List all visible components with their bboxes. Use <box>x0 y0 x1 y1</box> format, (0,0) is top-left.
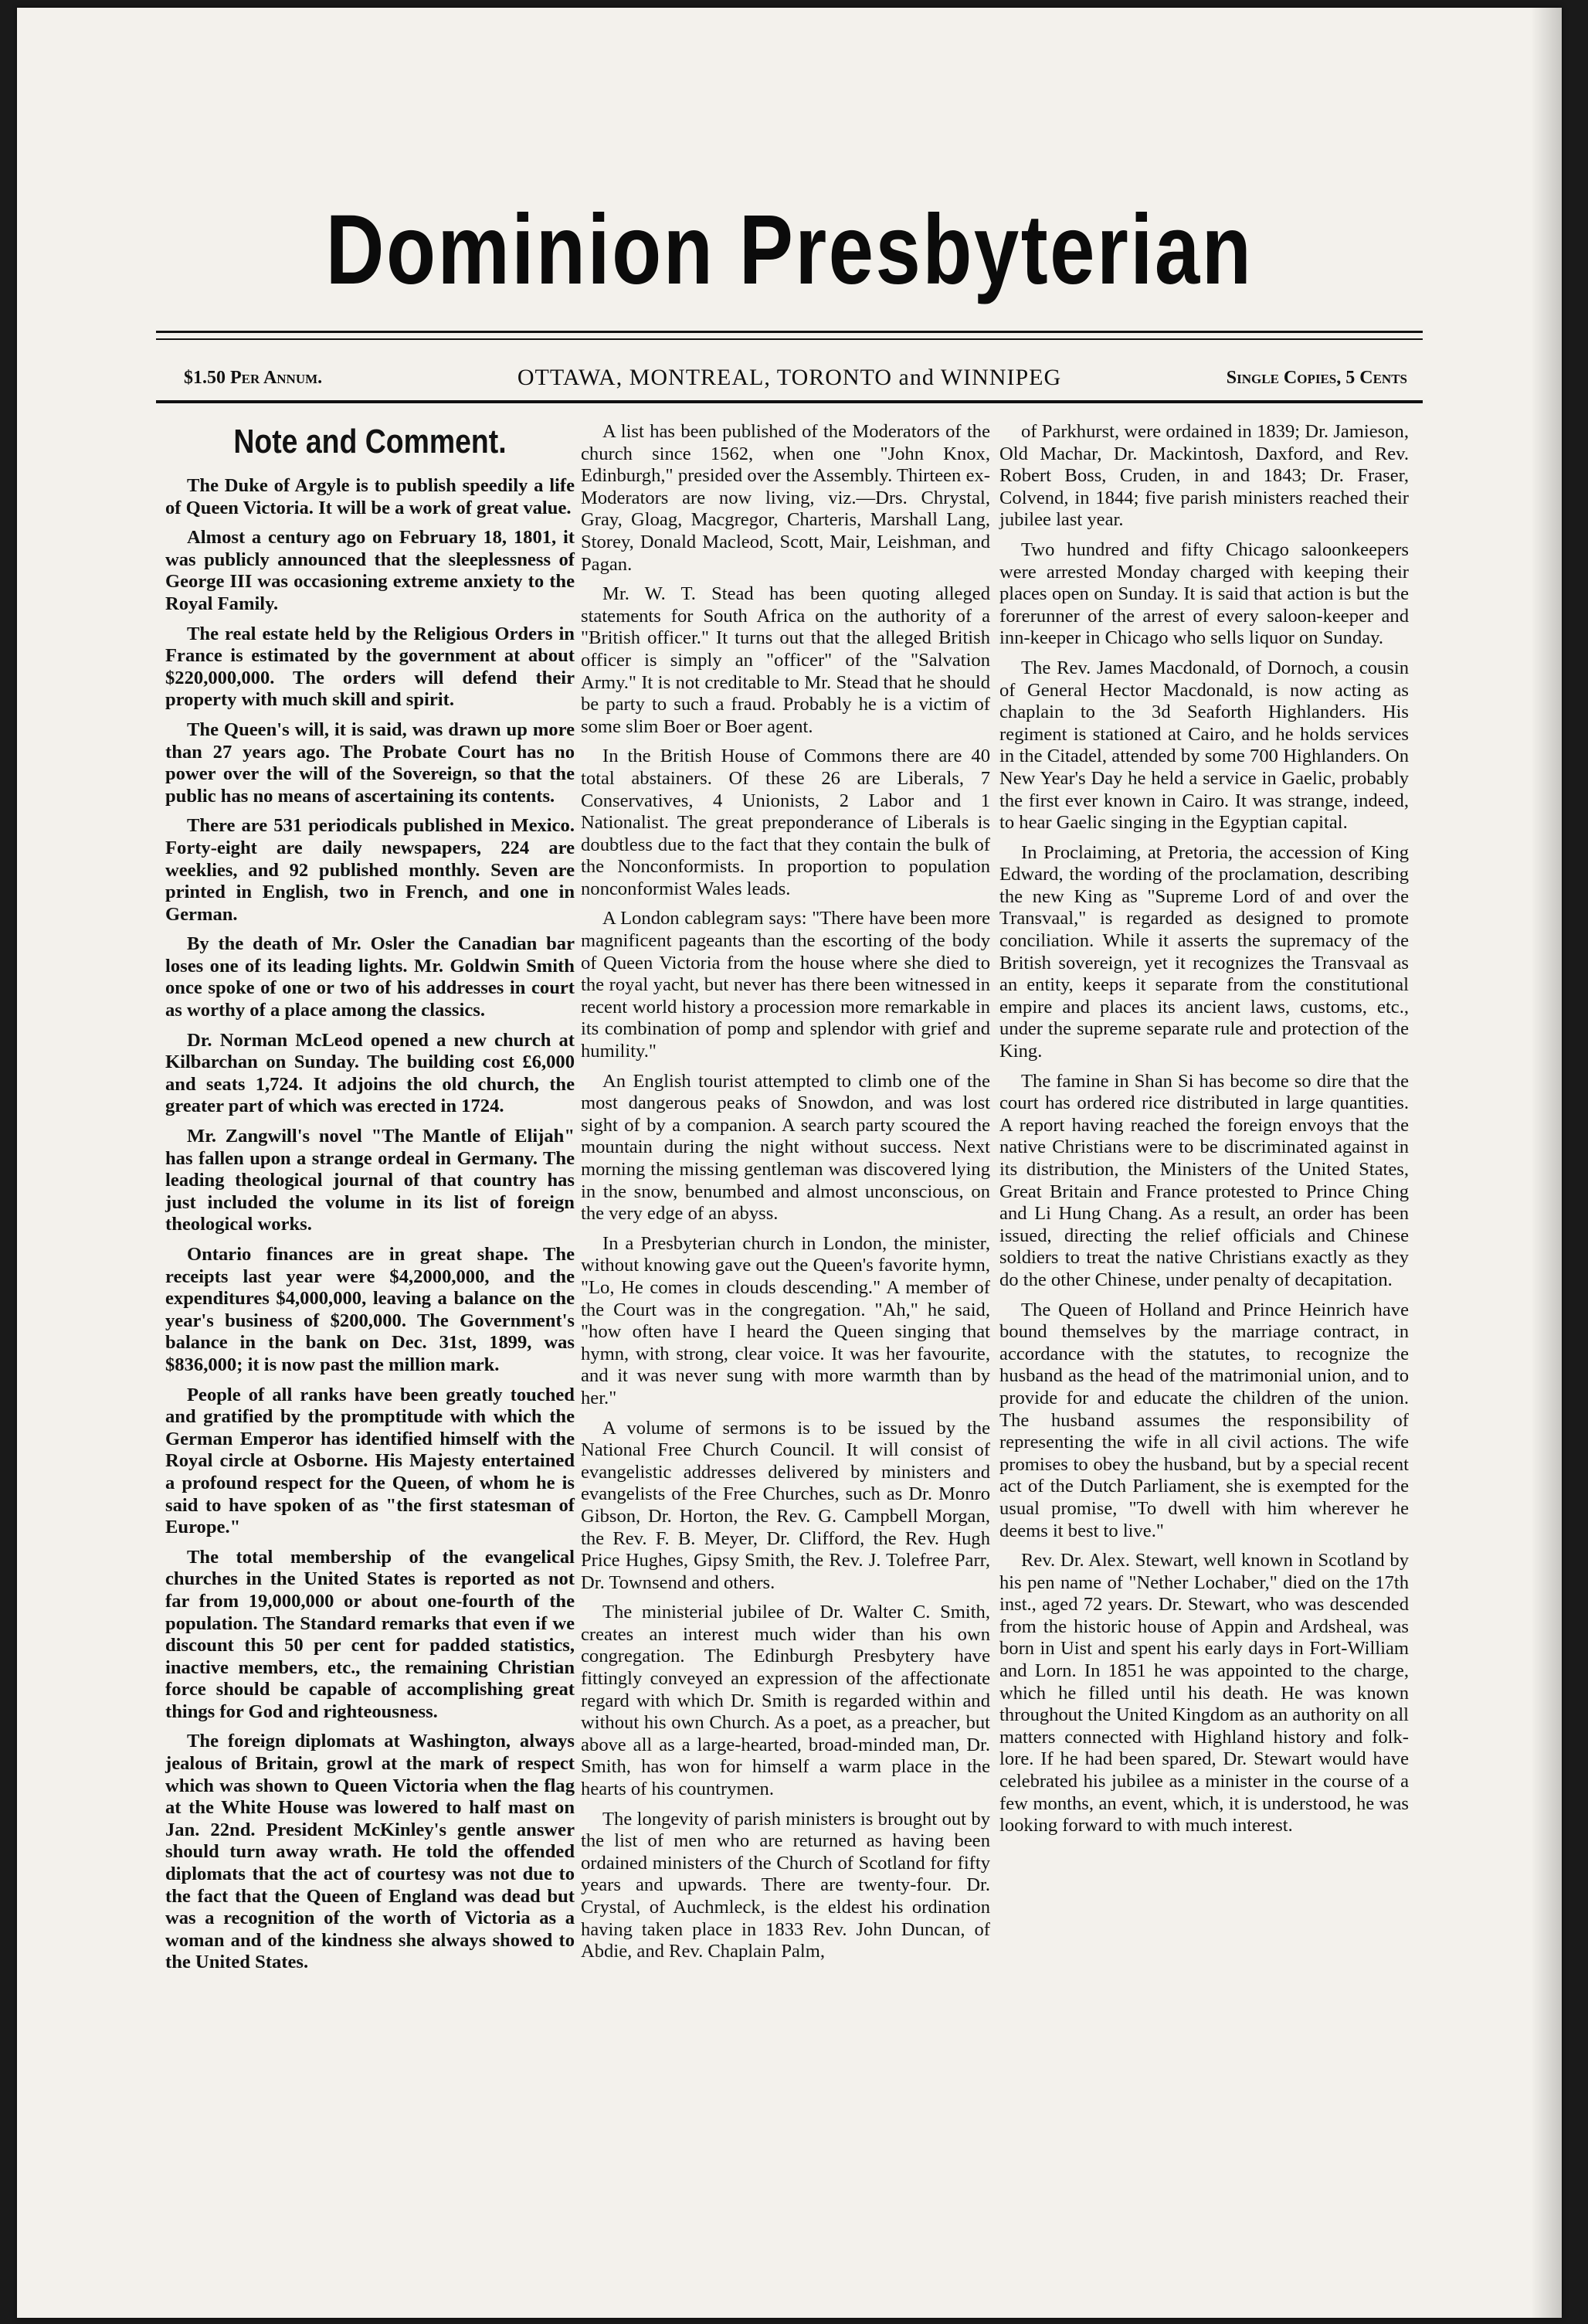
article-paragraph: Ontario finances are in great shape. The receipts last year were $4,2000,000, and the expenditures $4,000,000, leaving a balance on the year's business of $200,000. The Government's balance in the bank on Dec. 31st, 1899, was $836,000; it is now past the million mark. <box>165 1244 575 1375</box>
article-paragraph: The Rev. James Macdonald, of Dornoch, a cousin of General Hector Macdonald, is now acting as chaplain to the 3d Seaforth Highlanders. His regiment is stationed at Cairo, and he holds services in the Citadel, attended by some 700 Highlanders. On New Year's Day he held a service in Gaelic, probably the first ever known in Cairo. It was strange, indeed, to hear Gaelic singing in the Egyptian capital. <box>999 657 1409 834</box>
article-paragraph: There are 531 periodicals published in Mexico. Forty-eight are daily newspapers, 224 are weeklies, and 92 published monthly. Seven are printed in English, two in French, and one in German. <box>165 815 575 925</box>
article-paragraph: The Duke of Argyle is to publish speedily a life of Queen Victoria. It will be a work of great value. <box>165 475 575 518</box>
article-paragraph: of Parkhurst, were ordained in 1839; Dr. Jamieson, Old Machar, Dr. Mackintosh, Daxford, and Rev. Robert Boss, Cruden, in and 1843; Dr. Fraser, Colvend, in 1844; five parish ministers reached their jubilee last year. <box>999 421 1409 531</box>
subscription-price: $1.50 Per Annum. <box>184 368 323 388</box>
article-paragraph: Mr. W. T. Stead has been quoting alleged statements for South Africa on the authority of a "British officer." It turns out that the alleged British officer is simply an "officer" of the "Salvation Army." It is not creditable to Mr. Stead that he should be party to such a fraud. Probably he is a victim of some slim Boer or Boer agent. <box>581 583 990 737</box>
section-heading: Note and Comment. <box>233 423 507 460</box>
article-paragraph: The real estate held by the Religious Orders in France is estimated by the government at about $220,000,000. The orders will defend their property with much skill and spirit. <box>165 623 575 711</box>
article-paragraph: The total membership of the evangelical churches in the United States is reported as not far from 19,000,000 or about one-fourth of the population. The Standard remarks that even if we discount this 50 per cent for padded statistics, inactive members, etc., the remaining Christian force should be capable of accomplishing great things for God and righteousness. <box>165 1546 575 1722</box>
publication-cities: OTTAWA, MONTREAL, TORONTO and WINNIPEG <box>517 365 1062 390</box>
article-paragraph: By the death of Mr. Osler the Canadian bar loses one of its leading lights. Mr. Goldwin Smith once spoke of one or two of his addresses in court as worthy of a place among the classics. <box>165 933 575 1021</box>
newspaper-page <box>17 8 1562 2318</box>
masthead-rule-bottom <box>156 400 1423 403</box>
article-paragraph: A volume of sermons is to be issued by the National Free Church Council. It will consist of evangelistic addresses delivered by ministers and evangelists of the Free Churches, such as Dr. Monro Gibson, Dr. Horton, the Rev. G. Campbell Morgan, the Rev. F. B. Meyer, Dr. Clifford, the Rev. Hugh Price Hughes, Gipsy Smith, the Rev. J. Tolefree Parr, Dr. Townsend and others. <box>581 1417 990 1593</box>
article-paragraph: The longevity of parish ministers is brought out by the list of men who are returned as having been ordained ministers of the Church of Scotland for fifty years and upwards. There are twenty-four. Dr. Crystal, of Auchmleck, is the eldest his ordination having taken place in 1833 Rev. John Duncan, of Abdie, and Rev. Chaplain Palm, <box>581 1808 990 1962</box>
article-paragraph: The ministerial jubilee of Dr. Walter C. Smith, creates an interest much wider than his own congregation. The Edinburgh Presbytery have fittingly conveyed an expression of the affectionate regard with which Dr. Smith is regarded within and without his own Church. As a poet, as a preacher, but above all as a large-hearted, broad-minded man, Dr. Smith, has won for himself a warm place in the hearts of his countrymen. <box>581 1602 990 1800</box>
article-paragraph: Mr. Zangwill's novel "The Mantle of Elijah" has fallen upon a strange ordeal in Germany. The leading theological journal of that country has just included the volume in its list of foreign theological works. <box>165 1126 575 1235</box>
article-paragraph: Two hundred and fifty Chicago saloonkeepers were arrested Monday charged with keeping their places open on Sunday. It is said that action is but the forerunner of the arrest of every saloon-keeper and inn-keeper in Chicago who sells liquor on Sunday. <box>999 539 1409 649</box>
article-paragraph: A London cablegram says: "There have been more magnificent pageants than the escorting of the body of Queen Victoria from the house where she died to the royal yacht, but never has there been witnessed in recent world history a procession more remarkable in its combination of pomp and splendor with grief and humility." <box>581 908 990 1062</box>
subhead-bar <box>156 365 1423 396</box>
article-paragraph: In a Presbyterian church in London, the minister, without knowing gave out the Queen's favorite hymn, "Lo, He comes in clouds descending." A member of the Court was in the congregation. "Ah," he said, "how often have I heard the Queen singing that hymn, with strong, clear voice. It was her favourite, and it was never sung with more warmth than by her." <box>581 1232 990 1408</box>
column-2 <box>581 421 990 1971</box>
masthead-title: Dominion Presbyterian <box>325 195 1254 305</box>
masthead-rule-top <box>156 331 1423 333</box>
article-paragraph: People of all ranks have been greatly touched and gratified by the promptitude with which the German Emperor has identified himself with the Royal circle at Osborne. His Majesty entertained a profound respect for the Queen, of whom he is said to have spoken of as "the first statesman of Europe." <box>165 1384 575 1538</box>
article-paragraph: An English tourist attempted to climb one of the most dangerous peaks of Snowdon, and was lost sight of by a companion. A search party scoured the mountain during the night without success. Next morning the missing gentleman was discovered lying in the snow, benumbed and almost unconscious, on the very edge of an abyss. <box>581 1070 990 1225</box>
column-3 <box>999 421 1409 1845</box>
article-paragraph: In the British House of Commons there are 40 total abstainers. Of these 26 are Liberals, 7 Conservatives, 4 Unionists, 2 Labor and 1 Nationalist. The great preponderance of Liberals is doubtless due to the fact that they contain the bulk of the Nonconformists. In proportion to population nonconformist Wales leads. <box>581 746 990 899</box>
article-paragraph: A list has been published of the Moderators of the church since 1562, when one "John Knox, Edinburgh," presided over the Assembly. Thirteen ex-Moderators are now living, viz.—Drs. Chrystal, Gray, Gloag, Macgregor, Charteris, Marshall Lang, Storey, Donald Macleod, Scott, Mair, Leishman, and Pagan. <box>581 421 990 575</box>
article-paragraph: The famine in Shan Si has become so dire that the court has ordered rice distributed in large quantities. A report having reached the foreign envoys that the native Christians were to be discriminated against in its distribution, the Ministers of the United States, Great Britain and France protested to Prince Ching and Li Hung Chang. As a result, an order has been issued, directing the relief officials and Chinese soldiers to treat the native Christians exactly as they do the other Chinese, under penalty of decapitation. <box>999 1070 1409 1290</box>
article-paragraph: The Queen of Holland and Prince Heinrich have bound themselves by the marriage contract, in accordance with the statutes, to recognize the husband as the head of the matrimonial union, and to provide for and educate the children of the union. The husband assumes the responsibility of representing the wife in all civil actions. The wife promises to obey the husband, but by a special recent act of the Dutch Parliament, she is exempted for the usual promise, "To dwell with him wherever he deems it best to live." <box>999 1299 1409 1541</box>
article-paragraph: The Queen's will, it is said, was drawn up more than 27 years ago. The Probate Court has no power over the will of the Sovereign, so that the public has no means of ascertaining its contents. <box>165 719 575 807</box>
masthead-rule-top-second <box>156 338 1423 340</box>
article-paragraph: The foreign diplomats at Washington, always jealous of Britain, growl at the mark of respect which was shown to Queen Victoria when the flag at the White House was lowered to half mast on Jan. 22nd. President McKinley's gentle answer should turn away wrath. He told the offended diplomats that the act of courtesy was not due to the fact that the Queen of England was dead but was a recognition of the worth of Victoria as a woman and of the kindness she always showed to the United States. <box>165 1731 575 1973</box>
article-paragraph: Dr. Norman McLeod opened a new church at Kilbarchan on Sunday. The building cost £6,000 and seats 1,724. It adjoins the old church, the greater part of which was erected in 1724. <box>165 1029 575 1117</box>
article-paragraph: Rev. Dr. Alex. Stewart, well known in Scotland by his pen name of "Nether Lochaber," died on the 17th inst., aged 72 years. Dr. Stewart, who was descended from the historic house of Appin and Ardsheal, was born in Uist and spent his early days in Fort-William and Lorn. In 1851 he was appointed to the charge, which he filled until his death. He was known throughout the United Kingdom as an authority on all matters connected with Highland history and folk-lore. If he had been spared, Dr. Stewart would have celebrated his jubilee as a minister in the course of a few months, an event, which, it is understood, he was looking forward to with much interest. <box>999 1550 1409 1836</box>
article-paragraph: In Proclaiming, at Pretoria, the accession of King Edward, the wording of the proclamation, describing the new King as "Supreme Lord of and over the Transvaal," is regarded as designed to promote conciliation. While it asserts the supremacy of the British sovereign, yet it recognizes the Transvaal as an entity, keeps it separate from the constitutional empire and places its ancient laws, customs, etc., under the supreme separate rule and protection of the King. <box>999 841 1409 1062</box>
column-1 <box>165 421 575 1982</box>
single-copy-price: Single Copies, 5 Cents <box>1226 368 1407 388</box>
article-paragraph: Almost a century ago on February 18, 1801, it was publicly announced that the sleeplessness of George III was occasioning extreme anxiety to the Royal Family. <box>165 527 575 614</box>
